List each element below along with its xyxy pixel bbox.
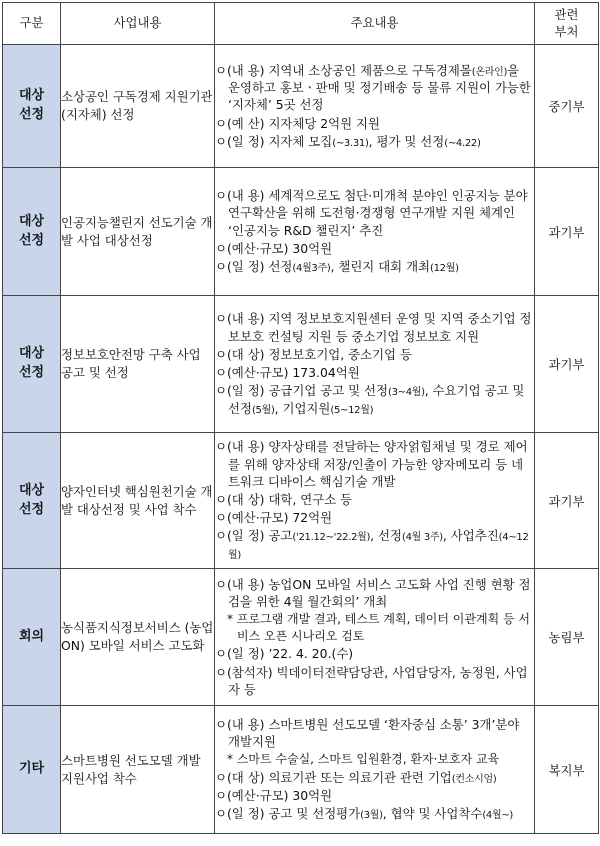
category-label: 기타 [18,761,45,777]
detail-text: ㅇ(일 정) 공급기업 공고 및 선정 [215,382,388,398]
detail-text: ㅇ(예산·규모) 173.04억원 [215,364,360,380]
main-content-cell [215,45,535,168]
detail-text: ㅇ(참석자) 빅데이터전략담당관, 사업담당자, 농정원, 사업자 등 [215,664,528,697]
detail-text: ㅇ(내 용) 양자상태를 전달하는 양자얽힘채널 및 경로 제어를 위해 양자상태 저장/인출이 가능한 양자메모리 등 네트워크 디바이스 핵심기술 개발 [215,439,528,489]
department-cell: 농림부 [535,569,599,706]
header-business: 사업내용 [61,3,215,45]
detail-item [215,310,534,344]
category-cell [3,296,61,433]
category-label: 대상 [18,213,45,229]
category-label: 선정 [18,365,45,380]
table-row [3,706,599,834]
detail-text: ㅇ(일 정) 공고 및 선정평가 [215,806,361,822]
detail-text: ㅇ(내 용) 지역 정보보호지원센터 운영 및 지역 중소기업 정보보호 컨설팅 지원 등 중소기업 정보보호 지원 [215,311,532,344]
detail-item [215,187,534,238]
category-label: 대상 [18,88,45,104]
detail-text: ㅇ(예산·규모) 30억원 [215,788,333,804]
business-cell: 양자인터넷 핵심원천기술 개발 대상선정 및 사업 착수 [61,433,215,569]
category-label: 선정 [18,501,45,517]
detail-item [215,240,534,257]
detail-text: ㅇ(내 용) 세계적으로도 첨단·미개척 분야인 인공지능 분야 연구확산을 위해 도전형·경쟁형 연구개발 지원 체계인 ‘인공지능 R&D 챌린지’ 추진 [215,188,528,238]
detail-item [215,716,534,750]
category-label: 회의 [18,628,45,644]
department-cell: 중기부 [535,45,599,168]
detail-note [215,611,534,644]
detail-item [215,576,534,610]
detail-item [215,787,534,804]
detail-text: , 평가 및 선정 [368,133,445,149]
department-cell: 과기부 [535,296,599,433]
category-label: 대상 [18,346,45,362]
detail-annotation: (~4.22) [444,137,481,149]
detail-text: ㅇ(일 정) 지자체 모집 [215,133,333,149]
header-row [3,3,599,45]
department-cell: 과기부 [535,168,599,296]
category-cell [3,569,61,706]
detail-text: 을 운영하고 홍보ㆍ판매 및 정기배송 등 물류 지원이 가능한 ‘지자체’ 5곳 선정 [228,62,531,113]
category-cell [3,168,61,296]
main-content-cell [215,569,535,706]
detail-item [215,769,534,787]
detail-text: , 수요기업 공고 및 선정 [228,382,525,416]
main-content-cell [215,296,535,433]
department-cell: 과기부 [535,433,599,569]
detail-item [215,133,534,151]
detail-annotation: (4월3주) [292,262,331,274]
detail-item [215,438,534,489]
category-label: 선정 [18,107,45,122]
detail-text: , 기업지원 [274,400,331,416]
detail-item [215,364,534,381]
business-cell: 정보보호안전망 구축 사업 공고 및 선정 [61,296,215,433]
detail-text: ㅇ(대 상) 대학, 연구소 등 [215,491,353,507]
business-cell: 농식품지식정보서비스 (농업ON) 모바일 서비스 고도화 [61,569,215,706]
detail-item [215,509,534,526]
detail-annotation: (4~12월) [228,531,529,561]
detail-annotation: (~3.31) [332,137,369,149]
detail-annotation: (컨소시엄) [451,773,497,785]
detail-item [215,664,534,698]
table-row [3,45,599,168]
main-content-cell [215,706,535,834]
category-cell [3,45,61,168]
detail-text: ㅇ(대 상) 의료기관 또는 의료기관 관련 기업 [215,769,452,785]
table-row [3,569,599,706]
detail-item [215,258,534,276]
business-cell: 소상공인 구독경제 지원기관(지자체) 선정 [61,45,215,168]
detail-note [215,751,534,768]
detail-annotation: (3~4월) [388,386,425,398]
business-cell: 스마트병원 선도모델 개발 지원사업 착수 [61,706,215,834]
detail-text: ㅇ(예산·규모) 30억원 [215,240,333,256]
detail-text: ㅇ(내 용) 농업ON 모바일 서비스 고도화 사업 진행 현황 점검을 위한 4월 월간회의’ 개최 [215,577,531,610]
detail-text: * 스마트 수술실, 스마트 입원환경, 환자·보호자 교육 [227,751,500,766]
detail-annotation: (3월) [360,810,383,822]
detail-text: ㅇ(내 용) 스마트병원 선도모델 ‘환자중심 소통’ 3개’분야 개발지원 [215,716,520,749]
detail-item [215,527,534,563]
detail-annotation: (12월) [430,262,459,274]
detail-text: * 프로그램 개발 결과, 테스트 계획, 데이터 이관계획 등 서비스 오픈 시나리오 검토 [227,612,530,643]
detail-item [215,346,534,363]
category-label: 대상 [18,482,45,498]
main-content-cell [215,433,535,569]
detail-text: ㅇ(대 상) 정보보호기업, 중소기업 등 [215,346,412,362]
table-row [3,296,599,433]
detail-item [215,805,534,823]
main-content-cell [215,168,535,296]
detail-annotation: (온라인) [471,66,508,78]
detail-text: ㅇ(일 정) ’22. 4. 20.(수) [215,646,354,662]
category-cell [3,706,61,834]
detail-text: ㅇ(내 용) 지역내 소상공인 제품으로 구독경제몰 [215,62,472,78]
detail-item [215,115,534,132]
table-row [3,433,599,569]
business-cell: 인공지능챌린지 선도기술 개발 사업 대상선정 [61,168,215,296]
detail-item [215,382,534,418]
schedule-table [2,2,599,834]
detail-text: , 선정 [370,527,402,543]
header-department-line1: 관련 [554,6,579,22]
detail-annotation: (4월~) [482,810,514,822]
detail-text: , 협약 및 사업착수 [382,806,483,822]
category-label: 선정 [18,232,45,248]
detail-text: ㅇ(예산·규모) 72억원 [215,509,333,525]
detail-annotation: (5월) [251,404,275,416]
table-row [3,168,599,296]
header-department-line2: 부처 [554,23,579,39]
detail-text: ㅇ(일 정) 선정 [215,258,293,274]
department-cell: 복지부 [535,706,599,834]
header-main-content: 주요내용 [215,3,535,45]
header-department [535,3,599,45]
detail-text: , 챌린지 대회 개최 [330,258,431,274]
detail-annotation: (4월 3주) [401,531,443,543]
category-cell [3,433,61,569]
detail-item [215,645,534,662]
detail-item [215,491,534,508]
detail-item [215,62,534,114]
detail-annotation: (5~12월) [330,404,374,416]
detail-annotation: ('21.12~'22.2월) [292,531,371,543]
header-category: 구분 [3,3,61,45]
detail-text: ㅇ(일 정) 공고 [215,527,293,543]
detail-text: ㅇ(예 산) 지자체당 2억원 지원 [215,115,380,131]
detail-text: , 사업추진 [442,527,499,543]
